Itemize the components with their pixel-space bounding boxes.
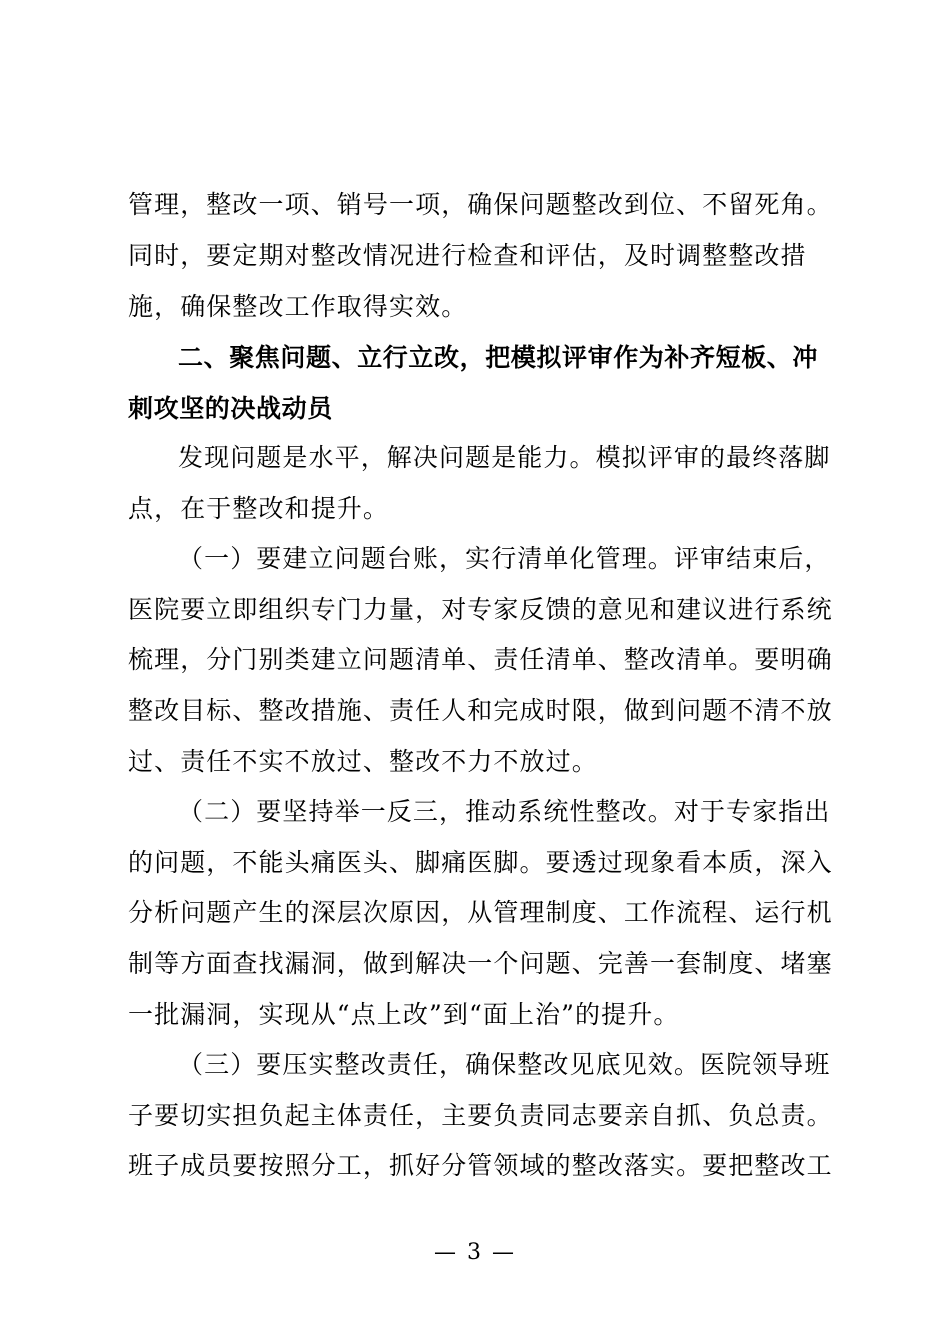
- body-text-line: 分析问题产生的深层次原因，从管理制度、工作流程、运行机: [128, 898, 833, 927]
- body-text-line: 同时，要定期对整改情况进行检查和评估，及时调整整改措: [128, 241, 807, 270]
- body-text-line: （三）要压实整改责任，确保整改见底见效。医院领导班: [178, 1050, 831, 1079]
- body-text-line: 梳理，分门别类建立问题清单、责任清单、整改清单。要明确: [128, 645, 833, 674]
- body-text-line: 一批漏洞，实现从“点上改”到“面上治”的提升。: [128, 1000, 680, 1029]
- body-text-line: 发现问题是水平，解决问题是能力。模拟评审的最终落脚: [178, 443, 831, 472]
- body-text-line: 班子成员要按照分工，抓好分管领域的整改落实。要把整改工: [128, 1151, 833, 1180]
- body-text-line: 制等方面查找漏洞，做到解决一个问题、完善一套制度、堵塞: [128, 949, 833, 978]
- body-text-line: 医院要立即组织专门力量，对专家反馈的意见和建议进行系统: [128, 595, 833, 624]
- page-number: — 3 —: [434, 1240, 516, 1265]
- body-text-line: 的问题，不能头痛医头、脚痛医脚。要透过现象看本质，深入: [128, 848, 833, 877]
- body-text-line: （一）要建立问题台账，实行清单化管理。评审结束后，: [178, 544, 831, 573]
- section-heading: 二、聚焦问题、立行立改，把模拟评审作为补齐短板、冲: [178, 343, 819, 372]
- body-text-line: 施，确保整改工作取得实效。: [128, 292, 468, 321]
- body-text-line: 子要切实担负起主体责任，主要负责同志要亲自抓、负总责。: [128, 1101, 833, 1130]
- body-text-line: 点，在于整改和提升。: [128, 494, 390, 523]
- body-text-line: 整改目标、整改措施、责任人和完成时限，做到问题不清不放: [128, 696, 833, 725]
- section-heading: 刺攻坚的决战动员: [128, 394, 333, 423]
- body-text-line: 过、责任不实不放过、整改不力不放过。: [128, 747, 598, 776]
- body-text-line: （二）要坚持举一反三，推动系统性整改。对于专家指出: [178, 797, 831, 826]
- body-text-line: 管理，整改一项、销号一项，确保问题整改到位、不留死角。: [128, 190, 833, 219]
